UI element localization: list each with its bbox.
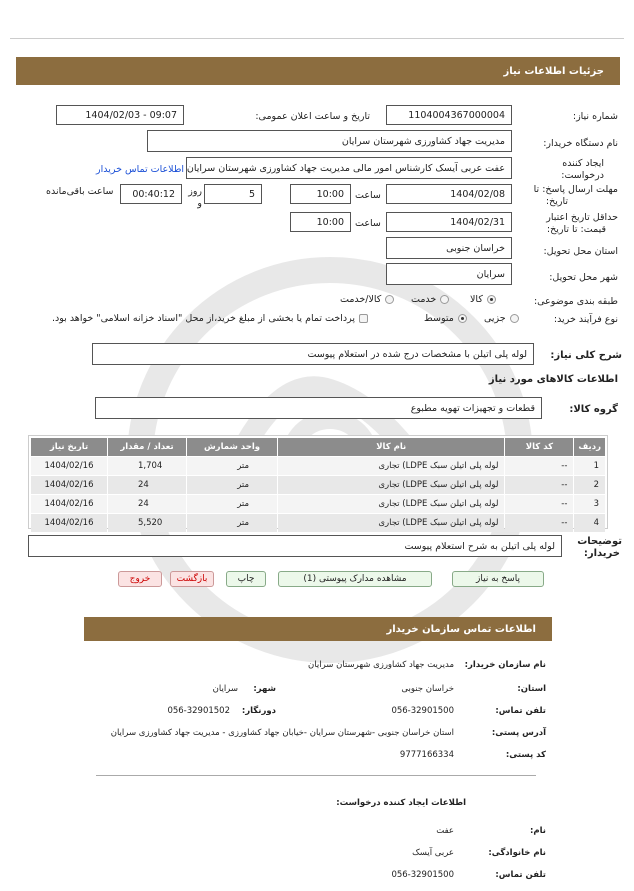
goods-group-label: گروه کالا: xyxy=(569,404,618,415)
days-label: روز و xyxy=(188,186,202,209)
creator-label-1: ایجاد کننده xyxy=(562,158,604,169)
cell-row: 3 xyxy=(574,495,605,513)
cell-row: 4 xyxy=(574,514,605,532)
goods-group-field: قطعات و تجهیزات تهویه مطبوع xyxy=(95,397,542,419)
goods-section-title: اطلاعات کالاهای مورد نیاز xyxy=(488,374,618,385)
items-table-wrap xyxy=(28,435,608,529)
table-row xyxy=(31,495,605,513)
validity-label-2: قیمت: تا تاریخ: xyxy=(546,224,606,235)
cell-code: -- xyxy=(505,514,573,532)
city-label: شهر محل تحویل: xyxy=(549,272,618,283)
cell-qty: 24 xyxy=(108,495,186,513)
process-label: نوع فرآیند خرید: xyxy=(553,314,618,325)
exit-button[interactable]: خروج xyxy=(118,571,162,587)
province-field: خراسان جنوبی xyxy=(386,237,512,259)
attachments-button[interactable]: مشاهده مدارک پیوستی (1) xyxy=(278,571,432,587)
cell-date: 1404/02/16 xyxy=(31,457,107,475)
reply-button[interactable]: پاسخ به نیاز xyxy=(452,571,544,587)
cell-date: 1404/02/16 xyxy=(31,514,107,532)
validity-time-label: ساعت xyxy=(355,218,381,229)
print-button[interactable]: چاپ xyxy=(226,571,266,587)
radio-icon xyxy=(440,295,449,304)
cell-unit: متر xyxy=(187,495,277,513)
buyer-org-label: نام دستگاه خریدار: xyxy=(543,138,618,149)
section-header xyxy=(16,57,620,85)
contact-postal-label: کد پستی: xyxy=(505,750,546,760)
deadline-label-1: مهلت ارسال پاسخ: تا xyxy=(533,184,618,195)
col-unit: واحد شمارش xyxy=(187,438,277,456)
need-number-label: شماره نیاز: xyxy=(572,111,618,122)
back-button[interactable]: بازگشت xyxy=(170,571,214,587)
buyer-contact-link[interactable]: اطلاعات تماس خریدار xyxy=(96,164,185,175)
items-table-header xyxy=(31,438,605,456)
cell-unit: متر xyxy=(187,476,277,494)
creator-name-label: نام: xyxy=(529,826,546,836)
contact-fax-value: 056-32901502 xyxy=(167,706,230,716)
province-label: استان محل تحویل: xyxy=(543,246,618,257)
cell-qty: 24 xyxy=(108,476,186,494)
buyer-org-field: مدیریت جهاد کشاورزی شهرستان سرایان xyxy=(147,130,512,152)
col-date: تاریخ نیاز xyxy=(31,438,107,456)
contact-org-value: مدیریت جهاد کشاورزی شهرستان سرایان xyxy=(308,660,454,670)
deadline-label-2: تاریخ: xyxy=(545,196,568,207)
creator-field: عفت عربی آیسک کارشناس امور مالی مدیریت جهاد کشاورزی شهرستان سرایان xyxy=(186,157,512,179)
contact-phone-value: 056-32901500 xyxy=(391,706,454,716)
col-row: ردیف xyxy=(574,438,605,456)
summary-label: شرح کلی نیاز: xyxy=(550,350,622,361)
deadline-time-field: 10:00 xyxy=(290,184,351,204)
contact-province-value: خراسان جنوبی xyxy=(401,684,454,694)
need-number-field: 1104004367000004 xyxy=(386,105,512,125)
cell-code: -- xyxy=(505,495,573,513)
announce-label: تاریخ و ساعت اعلان عمومی: xyxy=(255,111,370,122)
creator-info-title: اطلاعات ایجاد کننده درخواست: xyxy=(336,798,466,808)
category-option-both[interactable]: کالا/خدمت xyxy=(340,294,394,305)
cell-name: لوله پلی اتیلن سبک LDPE) تجاری xyxy=(278,476,504,494)
deadline-date-field: 1404/02/08 xyxy=(386,184,512,204)
checkbox-icon xyxy=(359,314,368,323)
col-code: کد کالا xyxy=(505,438,573,456)
cell-name: لوله پلی اتیلن سبک LDPE) تجاری xyxy=(278,514,504,532)
radio-icon xyxy=(510,314,519,323)
col-name: نام کالا xyxy=(278,438,504,456)
category-option-service[interactable]: خدمت xyxy=(411,294,449,305)
cell-row: 2 xyxy=(574,476,605,494)
table-row xyxy=(31,476,605,494)
process-option-medium[interactable]: متوسط xyxy=(424,313,467,324)
validity-time-field: 10:00 xyxy=(290,212,351,232)
cell-code: -- xyxy=(505,476,573,494)
creator-family-label: نام خانوادگی: xyxy=(488,848,546,858)
table-row xyxy=(31,514,605,532)
cell-name: لوله پلی اتیلن سبک LDPE) تجاری xyxy=(278,457,504,475)
validity-date-field: 1404/02/31 xyxy=(386,212,512,232)
cell-code: -- xyxy=(505,457,573,475)
payment-checkbox[interactable]: پرداخت تمام یا بخشی از مبلغ خرید،از محل "اسناد خزانه اسلامی" خواهد بود. xyxy=(52,313,368,324)
contact-address-label: آدرس پستی: xyxy=(491,728,546,738)
cell-qty: 1,704 xyxy=(108,457,186,475)
city-field: سرایان xyxy=(386,263,512,285)
contact-postal-value: 9777166334 xyxy=(399,750,454,760)
section-title: جزئیات اطلاعات نیاز xyxy=(503,65,604,77)
deadline-time-label: ساعت xyxy=(355,190,381,201)
cell-qty: 5,520 xyxy=(108,514,186,532)
cell-date: 1404/02/16 xyxy=(31,476,107,494)
creator-label-2: درخواست: xyxy=(561,170,604,181)
category-option-goods[interactable]: کالا xyxy=(470,294,496,305)
creator-name-value: عفت xyxy=(436,826,454,836)
contact-phone-label: تلفن تماس: xyxy=(495,706,546,716)
contact-divider xyxy=(96,775,536,776)
contact-org-label: نام سازمان خریدار: xyxy=(464,660,546,670)
cell-date: 1404/02/16 xyxy=(31,495,107,513)
summary-field: لوله پلی اتیلن با مشخصات درج شده در استعلام پیوست xyxy=(92,343,534,365)
validity-label-1: حداقل تاریخ اعتبار xyxy=(546,212,618,223)
contact-fax-label: دورنگار: xyxy=(241,706,276,716)
cell-name: لوله پلی اتیلن سبک LDPE) تجاری xyxy=(278,495,504,513)
days-field: 5 xyxy=(204,184,262,204)
remaining-field: 00:40:12 xyxy=(120,184,182,204)
contact-city-value: سرایان xyxy=(212,684,238,694)
process-option-minor[interactable]: جزیی xyxy=(484,313,519,324)
radio-icon xyxy=(385,295,394,304)
buyer-notes-label-2: خریدار: xyxy=(583,548,620,559)
cell-unit: متر xyxy=(187,457,277,475)
contact-province-label: استان: xyxy=(517,684,546,694)
contact-address-value: استان خراسان جنوبی -شهرستان سرایان -خیابان جهاد کشاورزی - مدیریت جهاد کشاورزی سرایان xyxy=(110,728,454,738)
creator-phone-value: 056-32901500 xyxy=(391,870,454,880)
contact-header xyxy=(84,617,552,641)
contact-title: اطلاعات تماس سازمان خریدار xyxy=(386,623,536,635)
creator-phone-label: تلفن تماس: xyxy=(495,870,546,880)
creator-family-value: عربی آیسک xyxy=(412,848,454,858)
radio-selected-icon xyxy=(458,314,467,323)
announce-field: 1404/02/03 - 09:07 xyxy=(56,105,184,125)
category-label: طبقه بندی موضوعی: xyxy=(533,296,618,307)
items-table xyxy=(30,437,606,533)
top-divider xyxy=(10,38,624,39)
radio-selected-icon xyxy=(487,295,496,304)
remaining-label: ساعت باقی‌مانده xyxy=(46,186,114,197)
table-row xyxy=(31,457,605,475)
buyer-notes-field: لوله پلی اتیلن به شرح استعلام پیوست xyxy=(28,535,562,557)
contact-city-label: شهر: xyxy=(253,684,276,694)
cell-unit: متر xyxy=(187,514,277,532)
col-qty: تعداد / مقدار xyxy=(108,438,186,456)
cell-row: 1 xyxy=(574,457,605,475)
buyer-notes-label-1: توضیحات xyxy=(577,536,622,547)
